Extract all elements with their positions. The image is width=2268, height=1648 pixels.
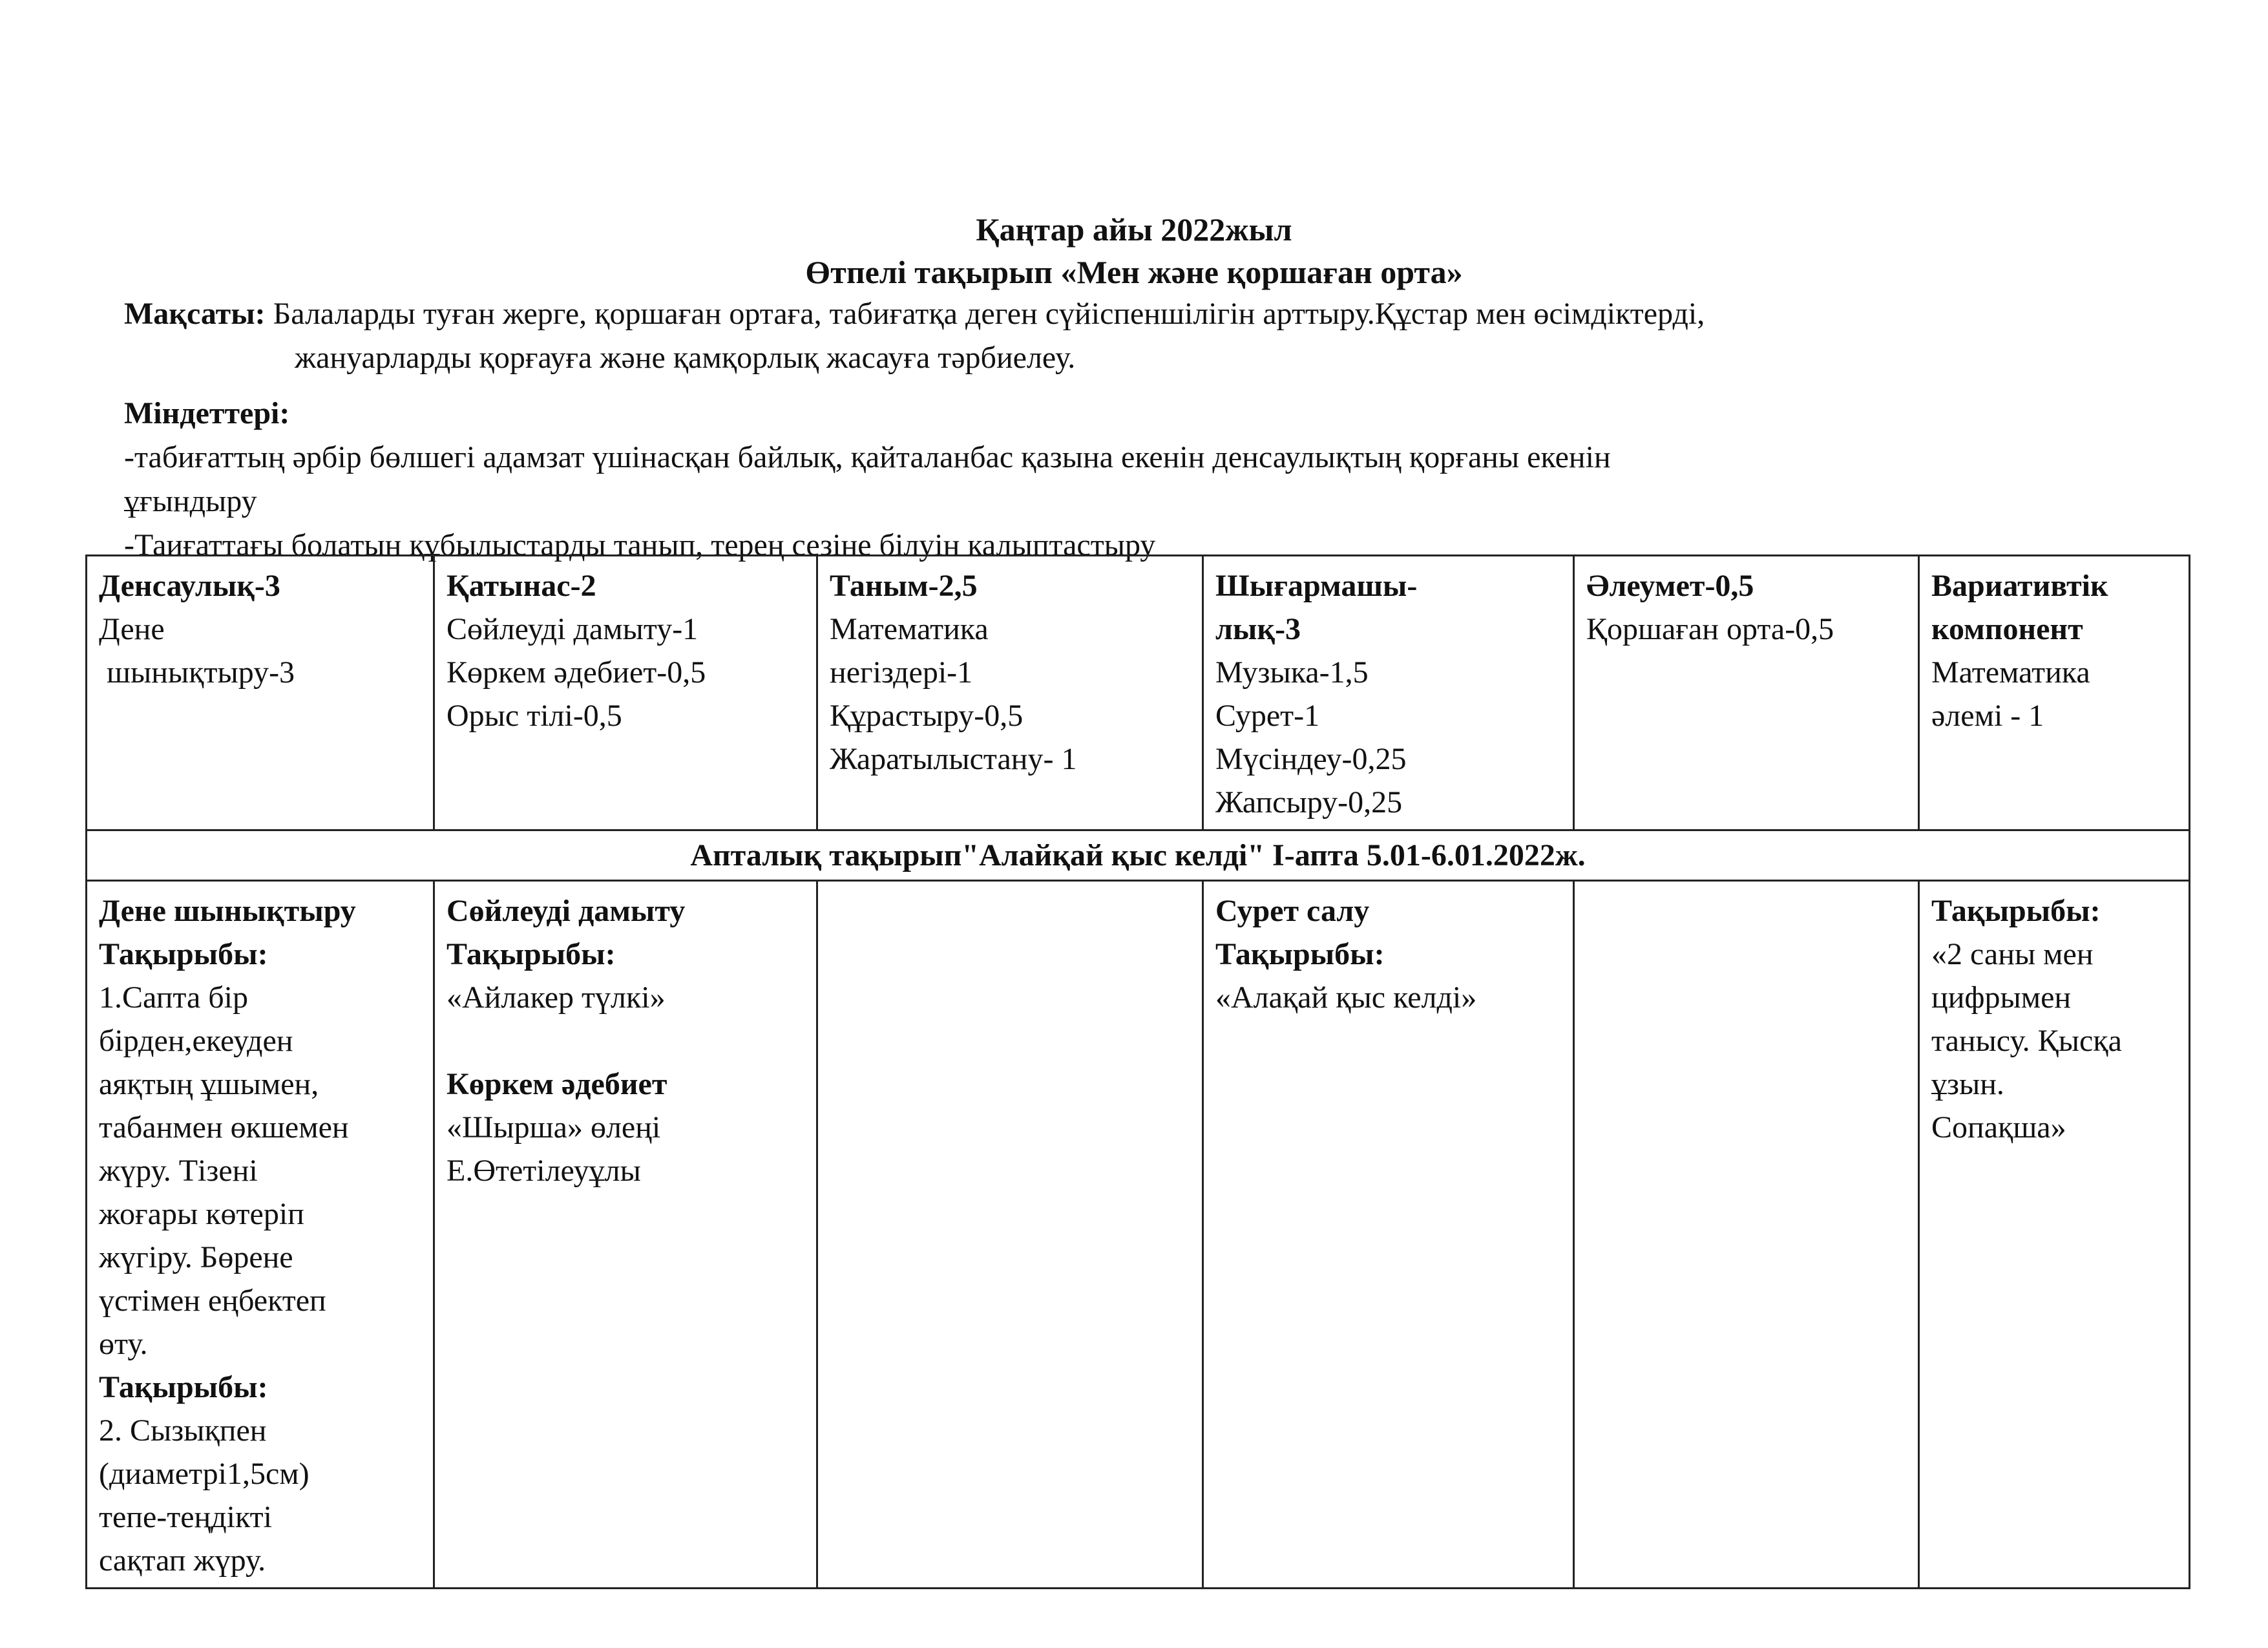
areas-row bbox=[87, 556, 2190, 830]
week-cell-social-empty bbox=[1574, 881, 1919, 1589]
week-cell-speech bbox=[434, 881, 817, 1589]
area-item: Құрастыру-0,5 bbox=[830, 699, 1024, 733]
goal-paragraph bbox=[124, 292, 2159, 380]
area-cell-communication bbox=[434, 556, 817, 830]
topic-line: (диаметрі1,5см) bbox=[99, 1457, 310, 1491]
tasks-line3: -Таиғаттағы болатын құбылыстарды танып, терең сезіне білуін калыптастыру bbox=[124, 528, 1156, 562]
topic-line: табанмен өкшемен bbox=[99, 1110, 349, 1145]
topic-line: Сопақша» bbox=[1931, 1110, 2066, 1145]
week-title-row bbox=[87, 830, 2190, 881]
lesson-plan-table bbox=[85, 555, 2190, 1589]
area-item: Көркем әдебиет-0,5 bbox=[446, 655, 706, 690]
subject-name: Сөйлеуді дамыту bbox=[446, 894, 686, 928]
area-item: негіздері-1 bbox=[830, 655, 973, 690]
topic-label: Тақырыбы: bbox=[99, 937, 268, 971]
area-cell-social bbox=[1574, 556, 1919, 830]
area-title: Шығармашы- bbox=[1215, 569, 1418, 603]
area-item: Жаратылыстану- 1 bbox=[830, 742, 1077, 776]
topic-line: «Айлакер түлкі» bbox=[446, 980, 666, 1015]
tasks-label: Міндеттері: bbox=[124, 396, 290, 430]
area-item: Сурет-1 bbox=[1215, 699, 1320, 733]
topic-line: бірден,екеуден bbox=[99, 1024, 293, 1058]
area-item: Сөйлеуді дамыту-1 bbox=[446, 612, 698, 646]
subject-name: Дене шынықтыру bbox=[99, 894, 356, 928]
subject-name: Сурет салу bbox=[1215, 894, 1370, 928]
week-cell-cognition-empty bbox=[817, 881, 1203, 1589]
tasks-paragraph bbox=[124, 392, 2179, 567]
topic-line: 2. Сызықпен bbox=[99, 1413, 267, 1448]
area-title: Таным-2,5 bbox=[830, 569, 978, 603]
topic-line: «Алақай қыс келді» bbox=[1215, 980, 1477, 1015]
area-title-cont: лық-3 bbox=[1215, 612, 1301, 646]
goal-text-line2: жануарларды қорғауға және қамқорлық жасауға тәрбиелеу. bbox=[295, 341, 1076, 375]
area-item: Орыс тілі-0,5 bbox=[446, 699, 622, 733]
topic-label: Тақырыбы: bbox=[1931, 894, 2101, 928]
title-theme-line: Өтпелі тақырып «Мен және қоршаған орта» bbox=[805, 254, 1463, 290]
area-title: Қатынас-2 bbox=[446, 569, 596, 603]
week-title-cell: Апталық тақырып"Алайқай қыс келді" I-апта 5.01-6.01.2022ж. bbox=[87, 830, 2190, 881]
area-cell-health bbox=[87, 556, 434, 830]
area-item: шынықтыру-3 bbox=[99, 655, 295, 690]
tasks-line2: ұғындыру bbox=[124, 484, 257, 518]
title-month-line: Қаңтар айы 2022жыл bbox=[976, 211, 1292, 248]
area-title: Әлеумет-0,5 bbox=[1586, 569, 1754, 603]
topic-line: жүру. Тізені bbox=[99, 1154, 258, 1188]
topic-line: 1.Сапта бір bbox=[99, 980, 248, 1015]
topic-line: танысу. Қысқа bbox=[1931, 1024, 2122, 1058]
area-item: Мүсіндеу-0,25 bbox=[1215, 742, 1407, 776]
topic-line: «2 саны мен bbox=[1931, 937, 2094, 971]
area-cell-creativity bbox=[1203, 556, 1574, 830]
topic-line: сақтап жүру. bbox=[99, 1543, 266, 1578]
topic-line: жүгіру. Бөрене bbox=[99, 1240, 293, 1274]
week-cell-math bbox=[1919, 881, 2190, 1589]
area-title: Денсаулық-3 bbox=[99, 569, 280, 603]
topic-label: Тақырыбы: bbox=[446, 937, 616, 971]
topic-line: жоғары көтеріп bbox=[99, 1197, 304, 1231]
area-title: Вариативтік bbox=[1931, 569, 2108, 603]
area-item: Жапсыру-0,25 bbox=[1215, 785, 1403, 819]
area-cell-variative bbox=[1919, 556, 2190, 830]
document-title bbox=[0, 208, 2268, 293]
topic-line: «Шырша» өлеңі bbox=[446, 1110, 661, 1145]
topic-line: өту. bbox=[99, 1327, 148, 1361]
area-item: Математика bbox=[830, 612, 989, 646]
tasks-line1: -табиғаттың әрбір бөлшегі адамзат үшінасқан байлық, қайталанбас қазына екенін денсаулықтың қорғаны екенін bbox=[124, 440, 1611, 474]
area-item: Дене bbox=[99, 612, 165, 646]
area-item: Музыка-1,5 bbox=[1215, 655, 1369, 690]
goal-label: Мақсаты: bbox=[124, 297, 266, 331]
topic-line: ұзын. bbox=[1931, 1067, 2004, 1101]
topic-line: цифрымен bbox=[1931, 980, 2072, 1015]
goal-text-line1: Балаларды туған жерге, қоршаған ортаға, табиғатқа деген сүйіспеншілігін арттыру.Құстар мен өсімдіктерді, bbox=[273, 297, 1705, 331]
area-cell-cognition bbox=[817, 556, 1203, 830]
subject-name: Көркем әдебиет bbox=[446, 1067, 667, 1101]
spacer bbox=[446, 1019, 804, 1062]
area-item: Математика bbox=[1931, 655, 2090, 690]
topic-line: аяқтың ұшымен, bbox=[99, 1067, 319, 1101]
week-cell-drawing bbox=[1203, 881, 1574, 1589]
topic-line: үстімен еңбектеп bbox=[99, 1284, 326, 1318]
topic-label: Тақырыбы: bbox=[1215, 937, 1385, 971]
area-title-cont: компонент bbox=[1931, 612, 2083, 646]
topic-label: Тақырыбы: bbox=[99, 1370, 268, 1404]
topic-line: Е.Өтетілеуұлы bbox=[446, 1154, 641, 1188]
topic-line: тепе-теңдікті bbox=[99, 1500, 272, 1534]
week-cell-physical bbox=[87, 881, 434, 1589]
area-item: Қоршаған орта-0,5 bbox=[1586, 612, 1834, 646]
area-item: әлемі - 1 bbox=[1931, 699, 2044, 733]
week-content-row bbox=[87, 881, 2190, 1589]
